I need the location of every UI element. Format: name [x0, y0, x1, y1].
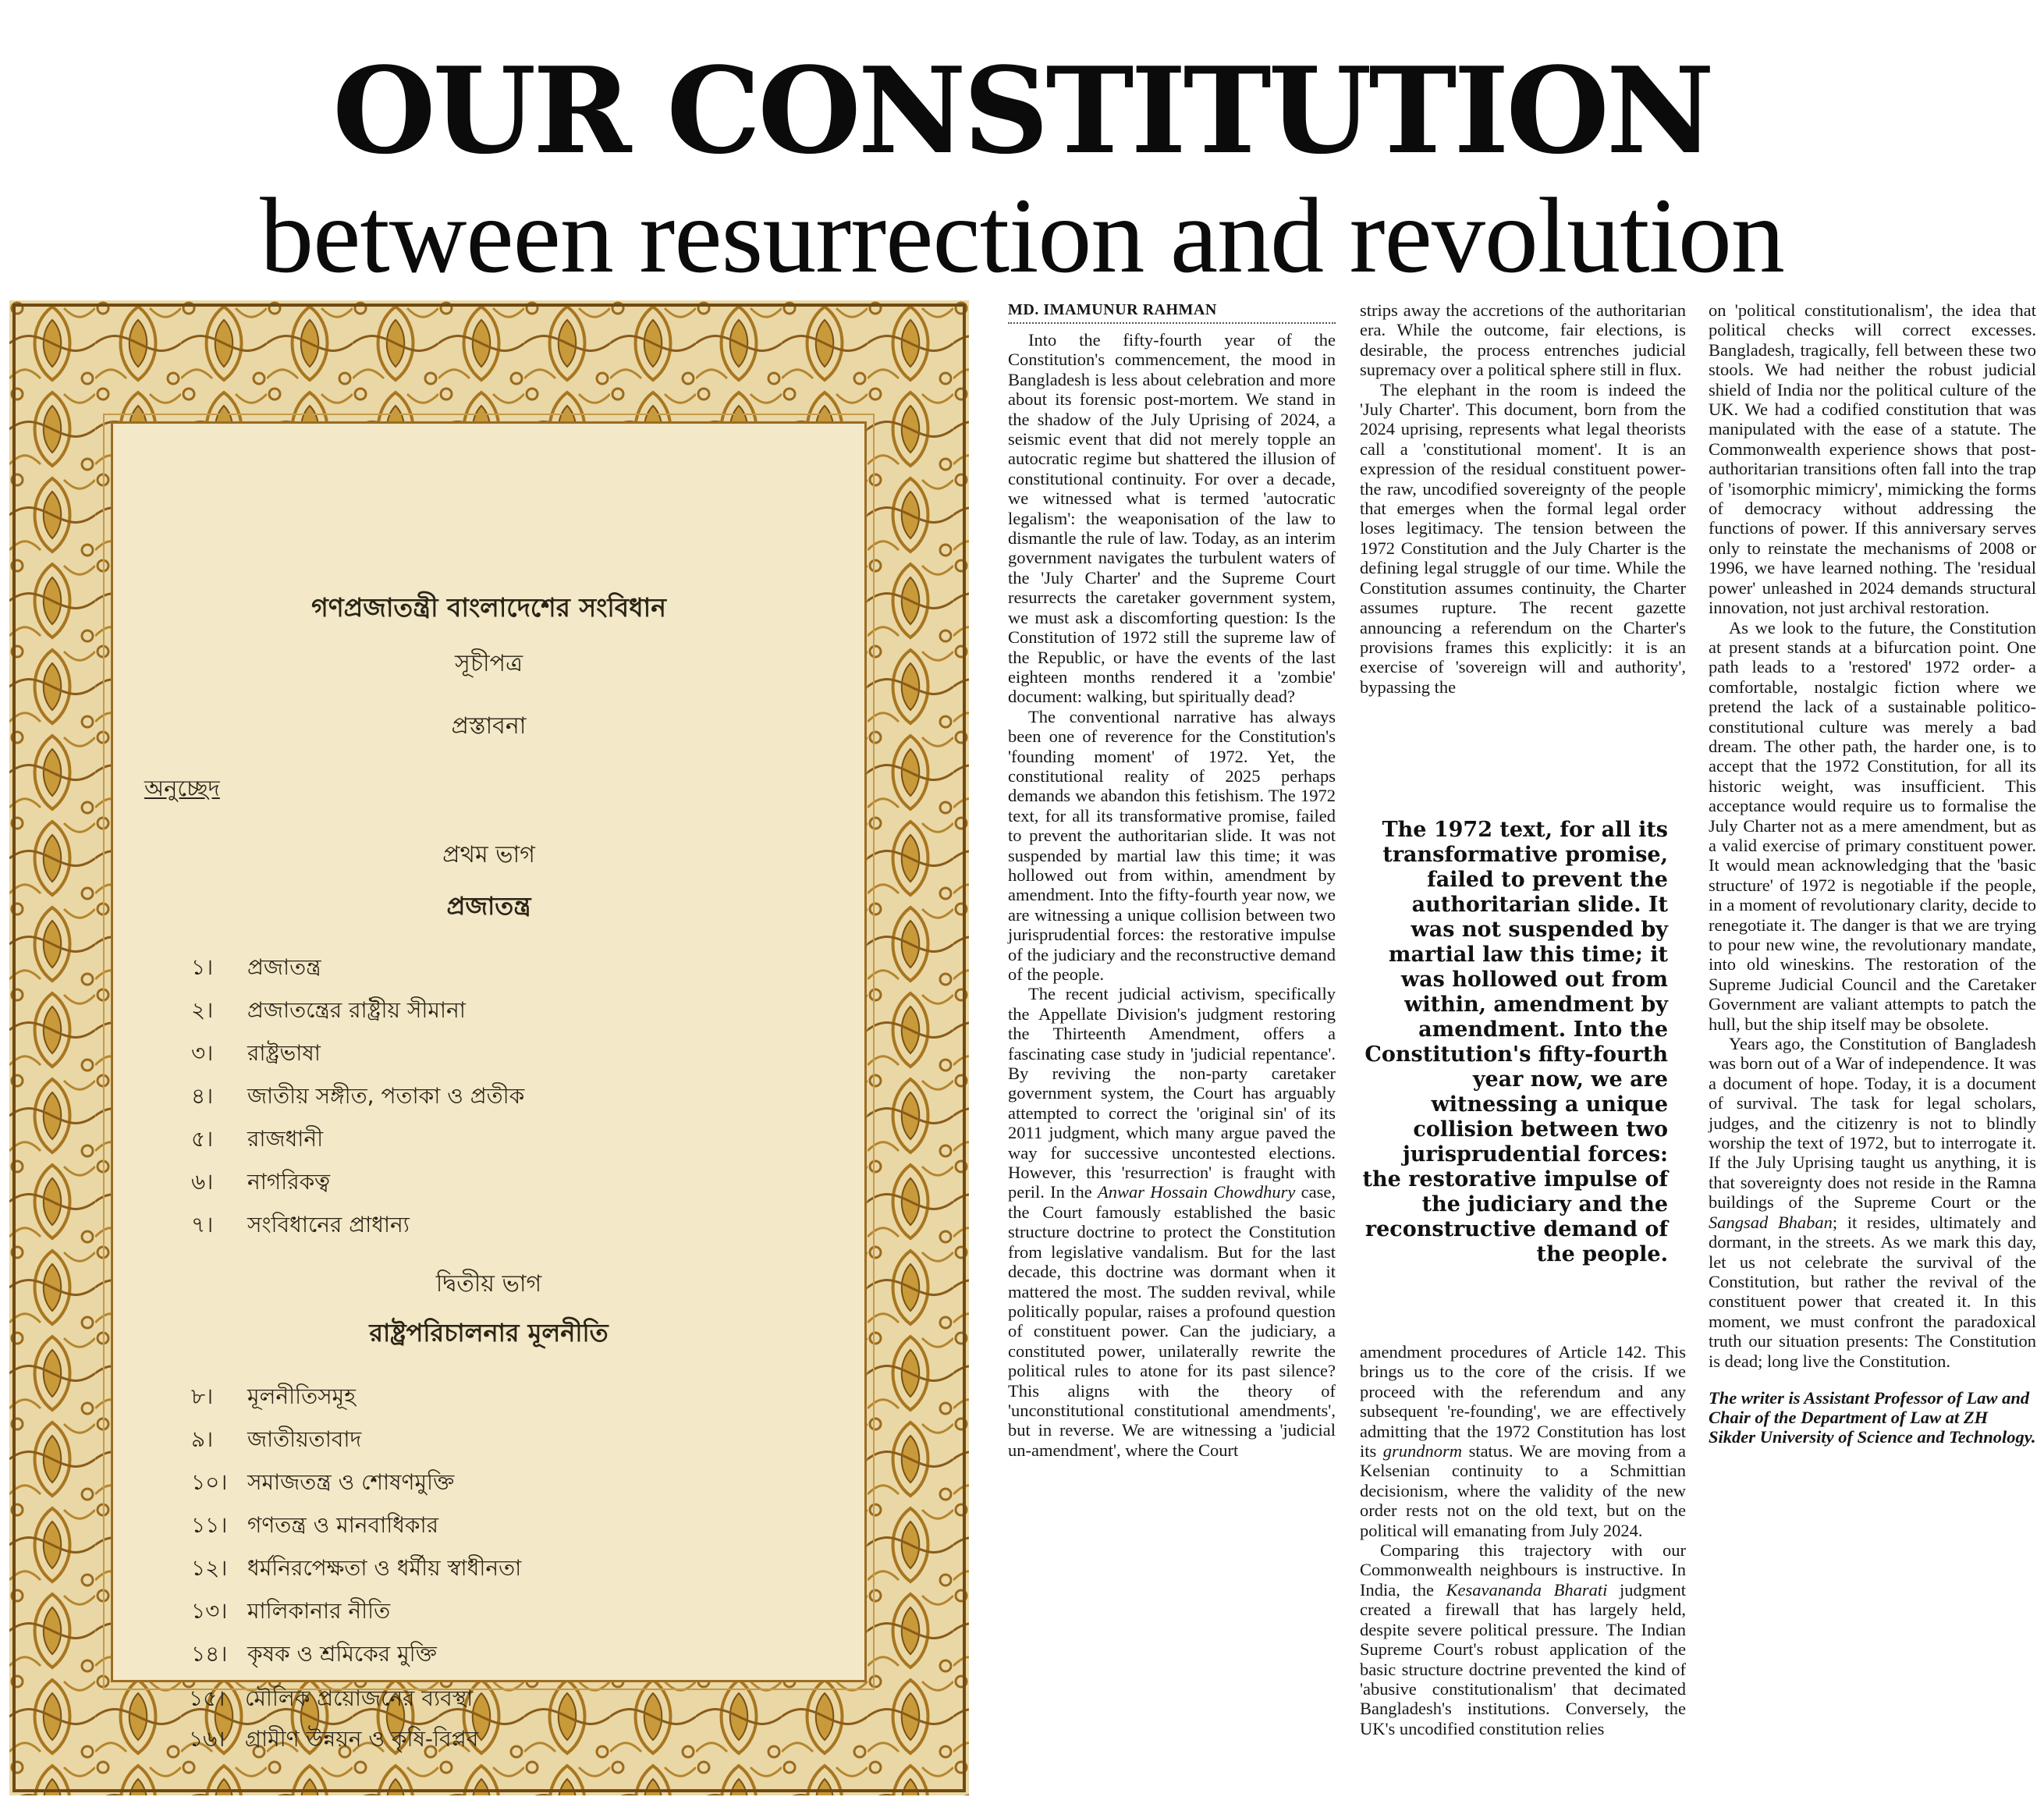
toc-item: ১৩। মালিকানার নীতি	[191, 1598, 391, 1624]
part2-heading: দ্বিতীয় ভাগ	[435, 1270, 542, 1298]
toc-item: ১৬। গ্রামীণ উন্নয়ন ও কৃষি-বিপ্লব	[189, 1726, 479, 1752]
toc-item: ২। প্রজাতন্ত্রের রাষ্ট্রীয় সীমানা	[191, 997, 466, 1023]
paragraph: As we look to the future, the Constitution at present stands at a bifurcation point. One path leads to a 'restored' 1972 order- a comfortable, nostalgic fiction where we pretend the lack of a sustainable politico-constitutional culture was merely a bad dream. The other path, the harder one, is to accept that the 1972 Constitution, for all its historic weight, was insufficient. This acceptance would require us to formalise the July Charter not as a mere amendment, but as a valid exercise of primary constituent power. It would mean acknowledging that the 'basic structure' of 1972 is negotiable if the people, in a moment of revolutionary clarity, decide to renegotiate it. The danger is that we are trying to pour new wine, the revolutionary mandate, into old wineskins. The restoration of the Supreme Judicial Council and the Caretaker Government are valiant attempts to patch the hull, but the ship itself may be obsolete.	[1709, 617, 2036, 1034]
preamble-heading: প্রস্তাবনা	[451, 712, 527, 740]
toc-item: ৩। রাষ্ট্রভাষা	[191, 1040, 321, 1066]
toc-item: ১২। ধর্মনিরপেক্ষতা ও ধর্মীয় স্বাধীনতা	[191, 1555, 522, 1581]
byline: MD. IMAMUNUR RAHMAN	[1008, 300, 1336, 324]
toc-item: ৭। সংবিধানের প্রাধান্য	[191, 1212, 410, 1238]
toc-item: ৪। জাতীয় সঙ্গীত, পতাকা ও প্রতীক	[191, 1083, 525, 1109]
paragraph: on 'political constitutionalism', the idea that political checks will correct excesses. Bangladesh, tragically, fell between these two stools. We had neither the robust judicial shield of India nor the political culture of the UK. We had a codified constitution that was manipulated with the ease of a statute. The Commonwealth experience shows that post-authoritarian transitions often fall into the trap of 'isomorphic mimicry', mimicking the forms of democracy without addressing the functions of power. If this anniversary serves only to reinstate the mechanisms of 2008 or 1996, we have learned nothing. The 'residual power' unleashed in 2024 demands structural innovation, not just archival restoration.	[1709, 300, 2036, 618]
pull-quote: The 1972 text, for all its transformative promise, failed to prevent the authoritarian slide. It was not suspended by martial law this time; it was hollowed out from within, amendment by amendment. Into the Constitution's fifty-fourth year now, we are witnessing a unique collision between two jurisprudential forces: the restorative impulse of the judiciary and the reconstructive demand of the people.	[1362, 818, 1668, 1266]
constitution-scan-image	[9, 300, 969, 1795]
paragraph: amendment procedures of Article 142. This brings us to the core of the crisis. If we proceed with the referendum and any subsequent 're-founding', we are effectively admitting that the 1972 Constitution has lost its grundnorm status. We are moving from a Kelsenian continuity to a Schmittian decisionism, where the validity of the new order rests not on the old text, but on the political will emanating from July 2024.	[1360, 1342, 1686, 1540]
article-column-3	[1709, 300, 2036, 1447]
paragraph: The recent judicial activism, specifically the Appellate Division's judgment restoring the Thirteenth Amendment, offers a fascinating case study in 'judicial repentance'. By reviving the non-party caretaker government system, the Court has arguably attempted to correct the 'original sin' of its 2011 judgment, which many argue paved the way for successive uncontested elections. However, this 'resurrection' is fraught with peril. In the Anwar Hossain Chowdhury case, the Court famously established the basic structure doctrine to protect the Constitution from legislative vandalism. But for the last decade, this doctrine was dormant when it mattered the most. The sudden revival, while politically popular, raises a profound question of constituent power. Can the judiciary, a constituted power, unilaterally rewrite the political rules to atone for its past silence? This aligns with the theory of 'unconstitutional constitutional amendments', but in reverse. We are witnessing a 'judicial un-amendment', where the Court	[1008, 984, 1336, 1460]
part1-heading: প্রথম ভাগ	[442, 841, 535, 868]
contents-heading: সূচীপত্র	[455, 650, 523, 677]
article-column-1	[1008, 300, 1336, 1460]
constitution-title: গণপ্রজাতন্ত্রী বাংলাদেশের সংবিধান	[311, 592, 666, 623]
paragraph: The conventional narrative has always been one of reverence for the Constitution's 'founding moment' of 1972. Yet, the constitutional reality of 2025 perhaps demands we abandon this fetishism. The 1972 text, for all its transformative promise, failed to prevent the authoritarian slide. It was not suspended by martial law this time; it was hollowed out from within, amendment by amendment. Into the fifty-fourth year now, we are witnessing a unique collision between two jurisprudential forces: the restorative impulse of the judiciary and the reconstructive demand of the people.	[1008, 706, 1336, 984]
paragraph: Into the fifty-fourth year of the Constitution's commencement, the mood in Bangladesh is less about celebration and more about its forensic post-mortem. We stand in the shadow of the July Uprising of 2024, a seismic event that did not merely topple an autocratic regime but shattered the illusion of constitutional continuity. For over a decade, we witnessed what is termed 'autocratic legalism': the weaponisation of the law to dismantle the rule of law. Today, as an interim government navigates the turbulent waters of the 'July Charter' and the Supreme Court resurrects the caretaker government system, we must ask a discomforting question: Is the Constitution of 1972 still the supreme law of the Republic, or have the events of the last eighteen months rendered it a 'zombie' document: walking, but spiritually dead?	[1008, 330, 1336, 707]
headline: OUR CONSTITUTION	[332, 41, 1712, 180]
article-column-2	[1360, 300, 1686, 697]
toc-item: ১। প্রজাতন্ত্র	[191, 954, 321, 980]
toc-item: ৫। রাজধানী	[191, 1126, 324, 1152]
part2-title: রাষ্ট্রপরিচালনার মূলনীতি	[369, 1318, 609, 1348]
article-label: অনুচ্ছেদ	[144, 775, 220, 801]
part1-title: প্রজাতন্ত্র	[446, 891, 531, 921]
paragraph: Comparing this trajectory with our Commonwealth neighbours is instructive. In India, the Kesavananda Bharati judgment created a firewall that has largely held, despite severe political pressure. The Indian Supreme Court's robust application of the basic structure doctrine prevented the kind of 'abusive constitutionalism' that decimated Bangladesh's institutions. Conversely, the UK's uncodified constitution relies	[1360, 1540, 1686, 1738]
toc-item: ১১। গণতন্ত্র ও মানবাধিকার	[191, 1512, 439, 1538]
paragraph: The elephant in the room is indeed the 'July Charter'. This document, born from the 2024 uprising, represents what legal theorists call a 'constitutional moment'. It is an expression of the residual constituent power- the raw, uncodified sovereignty of the people that emerges when the formal legal order loses legitimacy. The tension between the 1972 Constitution and the July Charter is the defining legal struggle of our time. While the Constitution assumes continuity, the Charter assumes rupture. The recent gazette announcing a referendum on the Charter's provisions frames this explicitly: it is an exercise of 'sovereign will and authority', bypassing the	[1360, 379, 1686, 697]
article-column-2-continued	[1360, 1342, 1686, 1738]
toc-item: ১০। সমাজতন্ত্র ও শোষণমুক্তি	[191, 1469, 455, 1495]
toc-item: ৬। নাগরিকত্ব	[191, 1169, 331, 1195]
author-note: The writer is Assistant Professor of Law and Chair of the Department of Law at ZH Sikder University of Science and Technology.	[1709, 1387, 2036, 1447]
toc-item: ১৪। কৃষক ও শ্রমিকের মুক্তি	[191, 1641, 437, 1667]
toc-item: ৮। মূলনীতিসমূহ	[191, 1383, 356, 1409]
contents-page	[111, 421, 867, 1682]
subheadline: between resurrection and revolution	[260, 176, 1784, 295]
toc-item: ৯। জাতীয়তাবাদ	[191, 1426, 362, 1452]
paragraph: strips away the accretions of the authoritarian era. While the outcome, fair elections, is desirable, the process entrenches judicial supremacy over a political sphere still in flux.	[1360, 300, 1686, 380]
toc-item: ১৫। মৌলিক প্রয়োজনের ব্যবস্থা	[189, 1685, 474, 1711]
paragraph: Years ago, the Constitution of Bangladesh was born out of a War of independence. It was a document of hope. Today, it is a document of survival. The task for legal scholars, judges, and the citizenry is not to blindly worship the text of 1972, but to interrogate it. If the July Uprising taught us anything, it is that sovereignty does not reside in the Ramna buildings of the Supreme Court or the Sangsad Bhaban; it resides, ultimately and dormant, in the streets. As we mark this day, let us not celebrate the survival of the Constitution, but rather the revival of the constituent power that created it. In this moment, we must confront the paradoxical truth our situation presents: The Constitution is dead; long live the Constitution.	[1709, 1034, 2037, 1371]
